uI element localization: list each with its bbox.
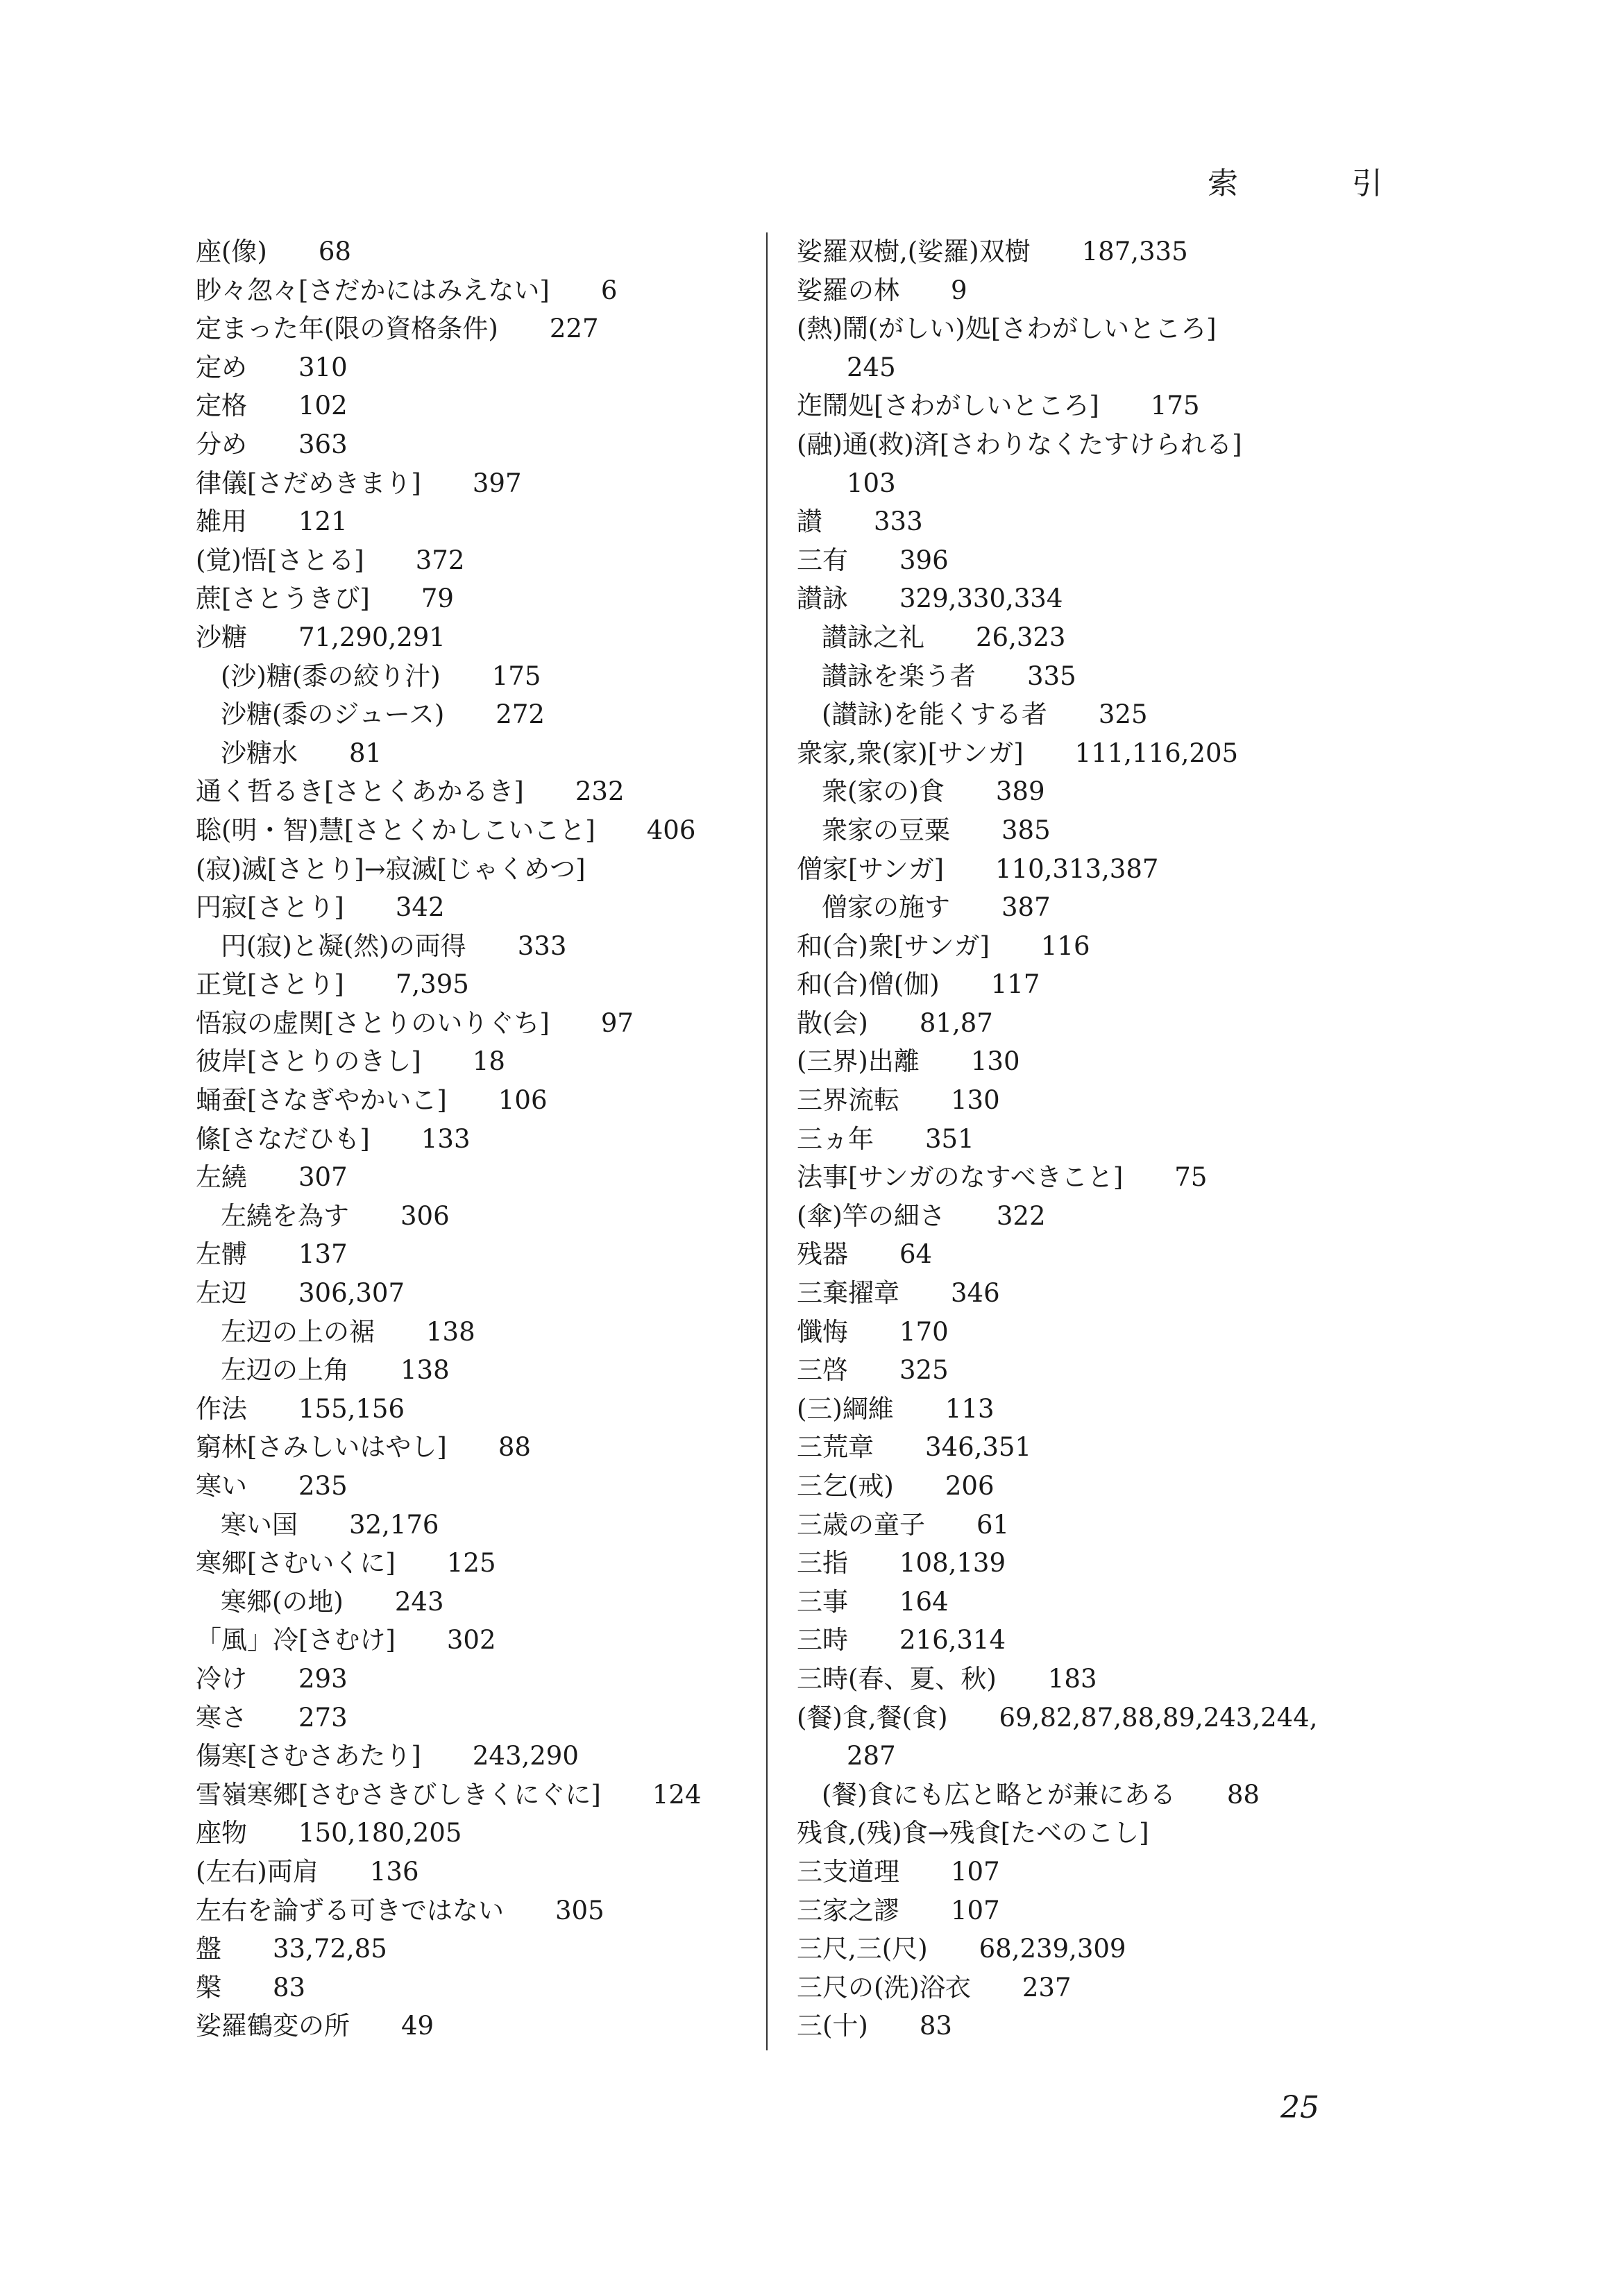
index-entry: (三)綱維 113 <box>797 1393 995 1424</box>
index-entry: 円(寂)と凝(然)の両得 333 <box>221 930 567 961</box>
index-column-right <box>797 232 1394 2046</box>
index-entry: 三界流転 130 <box>797 1085 1000 1116</box>
index-entry: 懺悔 170 <box>797 1316 949 1347</box>
index-entry: 寒い国 32,176 <box>221 1509 439 1540</box>
index-entry: 娑羅の林 9 <box>797 275 967 305</box>
index-entry: 245 <box>847 352 896 382</box>
index-entry: 三指 108,139 <box>797 1548 1006 1579</box>
index-entry: 三荒章 346,351 <box>797 1432 1032 1463</box>
index-entry: 「風」冷[さむけ] 302 <box>196 1625 496 1656</box>
index-entry: 聡(明・智)慧[さとくかしこいこと] 406 <box>196 815 696 845</box>
index-entry: 寒郷(の地) 243 <box>221 1586 444 1617</box>
index-entry: 和(合)僧(伽) 117 <box>797 969 1040 1000</box>
index-entry: 寒さ 273 <box>196 1702 348 1733</box>
index-entry: 沙糖 71,290,291 <box>196 622 446 652</box>
column-divider <box>766 232 768 2050</box>
index-entry: (餐)食にも広と略とが兼にある 88 <box>822 1779 1260 1810</box>
index-entry: 窮林[さみしいはやし] 88 <box>196 1432 531 1463</box>
index-entry: 沙糖(黍のジュース) 272 <box>221 699 545 730</box>
index-entry: 左辺の上角 138 <box>221 1355 450 1386</box>
index-entry: 僧家の施す 387 <box>822 892 1051 923</box>
index-entry: (餐)食,餐(食) 69,82,87,88,89,243,244, <box>797 1702 1318 1733</box>
index-entry: 103 <box>847 468 896 498</box>
index-entry: 娑羅鶴変の所 49 <box>196 2011 434 2041</box>
index-entry: 三支道理 107 <box>797 1856 1000 1887</box>
index-entry: 衆家の豆粟 385 <box>822 815 1051 845</box>
index-entry: 槃 83 <box>196 1972 306 2002</box>
index-entry: 法事[サンガのなすべきこと] 75 <box>797 1162 1208 1193</box>
index-entry: 散(会) 81,87 <box>797 1007 993 1038</box>
index-entry: 残食,(残)食→残食[たべのこし] <box>797 1818 1149 1848</box>
index-entry: 三乞(戒) 206 <box>797 1471 995 1501</box>
index-entry: 定まった年(限の資格条件) 227 <box>196 314 599 344</box>
index-entry: 座(像) 68 <box>196 237 351 266</box>
index-entry: 迮鬧処[さわがしいところ] 175 <box>797 391 1200 421</box>
index-entry: 残器 64 <box>797 1239 933 1270</box>
index-entry: 左辺の上の裾 138 <box>221 1316 475 1347</box>
index-entry: 沙糖水 81 <box>221 738 382 768</box>
index-entry: 左髆 137 <box>196 1239 348 1270</box>
index-entry: 盤 33,72,85 <box>196 1934 387 1964</box>
index-entry: (傘)竿の細さ 322 <box>797 1200 1046 1231</box>
index-entry: 僧家[サンガ] 110,313,387 <box>797 853 1159 884</box>
index-entry: (左右)両肩 136 <box>196 1856 419 1887</box>
index-column-left <box>196 232 744 2046</box>
index-entry: 蛹蚕[さなぎやかいこ] 106 <box>196 1085 548 1116</box>
index-entry: 正覚[さとり] 7,395 <box>196 969 469 1000</box>
index-entry: 左繞 307 <box>196 1162 348 1193</box>
index-entry: 左右を論ずる可きではない 305 <box>196 1895 604 1925</box>
index-entry: 三尺,三(尺) 68,239,309 <box>797 1934 1126 1964</box>
index-entry: 讃詠 329,330,334 <box>797 584 1063 614</box>
index-entry: 讃詠之礼 26,323 <box>822 622 1066 652</box>
index-entry: (沙)糖(黍の絞り汁) 175 <box>221 661 541 691</box>
page-number: 25 <box>1280 2090 1319 2125</box>
index-entry: 三事 164 <box>797 1586 949 1617</box>
index-entry: 眇々忽々[さだかにはみえない] 6 <box>196 275 618 305</box>
index-entry: 寒い 235 <box>196 1471 348 1501</box>
index-entry: 讃 333 <box>797 507 923 537</box>
index-entry: 和(合)衆[サンガ] 116 <box>797 930 1090 961</box>
index-entry: 三尺の(洗)浴衣 237 <box>797 1972 1072 2002</box>
index-entry: 左辺 306,307 <box>196 1278 405 1309</box>
index-entry: 衆家,衆(家)[サンガ] 111,116,205 <box>797 738 1239 768</box>
index-entry: (覚)悟[さとる] 372 <box>196 545 465 575</box>
index-entry: 雪嶺寒郷[さむさきびしきくにぐに] 124 <box>196 1779 702 1810</box>
index-entry: 傷寒[さむさあたり] 243,290 <box>196 1741 579 1771</box>
index-entry: 三(十) 83 <box>797 2011 952 2041</box>
index-entry: 三歳の童子 61 <box>797 1509 1010 1540</box>
index-entry: 絛[さなだひも] 133 <box>196 1123 471 1154</box>
index-entry: 通く哲るき[さとくあかるき] 232 <box>196 776 625 807</box>
index-entry: (熱)鬧(がしい)処[さわがしいところ] <box>797 314 1217 344</box>
index-header: 索 引 <box>1208 166 1424 201</box>
index-entry: (寂)滅[さとり]→寂滅[じゃくめつ] <box>196 853 586 884</box>
index-entry: 三有 396 <box>797 545 949 575</box>
index-entry: 讃詠を楽う者 335 <box>822 661 1076 691</box>
index-entry: 287 <box>847 1741 896 1771</box>
index-entry: (三界)出離 130 <box>797 1046 1020 1077</box>
index-entry: (融)通(救)済[さわりなくたすけられる] <box>797 429 1242 459</box>
index-entry: 冷け 293 <box>196 1663 348 1694</box>
index-entry: 定め 310 <box>196 352 348 382</box>
index-entry: 三棄擢章 346 <box>797 1278 1000 1309</box>
index-entry: 衆(家の)食 389 <box>822 776 1045 807</box>
index-entry: 三啓 325 <box>797 1355 949 1386</box>
index-entry: 左繞を為す 306 <box>221 1200 450 1231</box>
index-entry: (讃詠)を能くする者 325 <box>822 699 1148 730</box>
index-entry: 三時 216,314 <box>797 1625 1006 1656</box>
index-entry: 娑羅双樹,(娑羅)双樹 187,335 <box>797 237 1188 266</box>
index-entry: 定格 102 <box>196 391 348 421</box>
index-entry: 分め 363 <box>196 429 348 459</box>
index-entry: 円寂[さとり] 342 <box>196 892 445 923</box>
index-entry: 三ヵ年 351 <box>797 1123 974 1154</box>
index-entry: 三時(春、夏、秋) 183 <box>797 1663 1097 1694</box>
index-entry: 悟寂の虚関[さとりのいりぐち] 97 <box>196 1007 634 1038</box>
index-entry: 寒郷[さむいくに] 125 <box>196 1548 496 1579</box>
index-entry: 彼岸[さとりのきし] 18 <box>196 1046 505 1077</box>
index-entry: 雑用 121 <box>196 507 348 537</box>
index-entry: 三家之謬 107 <box>797 1895 1000 1925</box>
index-entry: 作法 155,156 <box>196 1393 405 1424</box>
index-entry: 座物 150,180,205 <box>196 1818 462 1848</box>
index-entry: 律儀[さだめきまり] 397 <box>196 468 522 498</box>
index-entry: 蔗[さとうきび] 79 <box>196 584 454 614</box>
